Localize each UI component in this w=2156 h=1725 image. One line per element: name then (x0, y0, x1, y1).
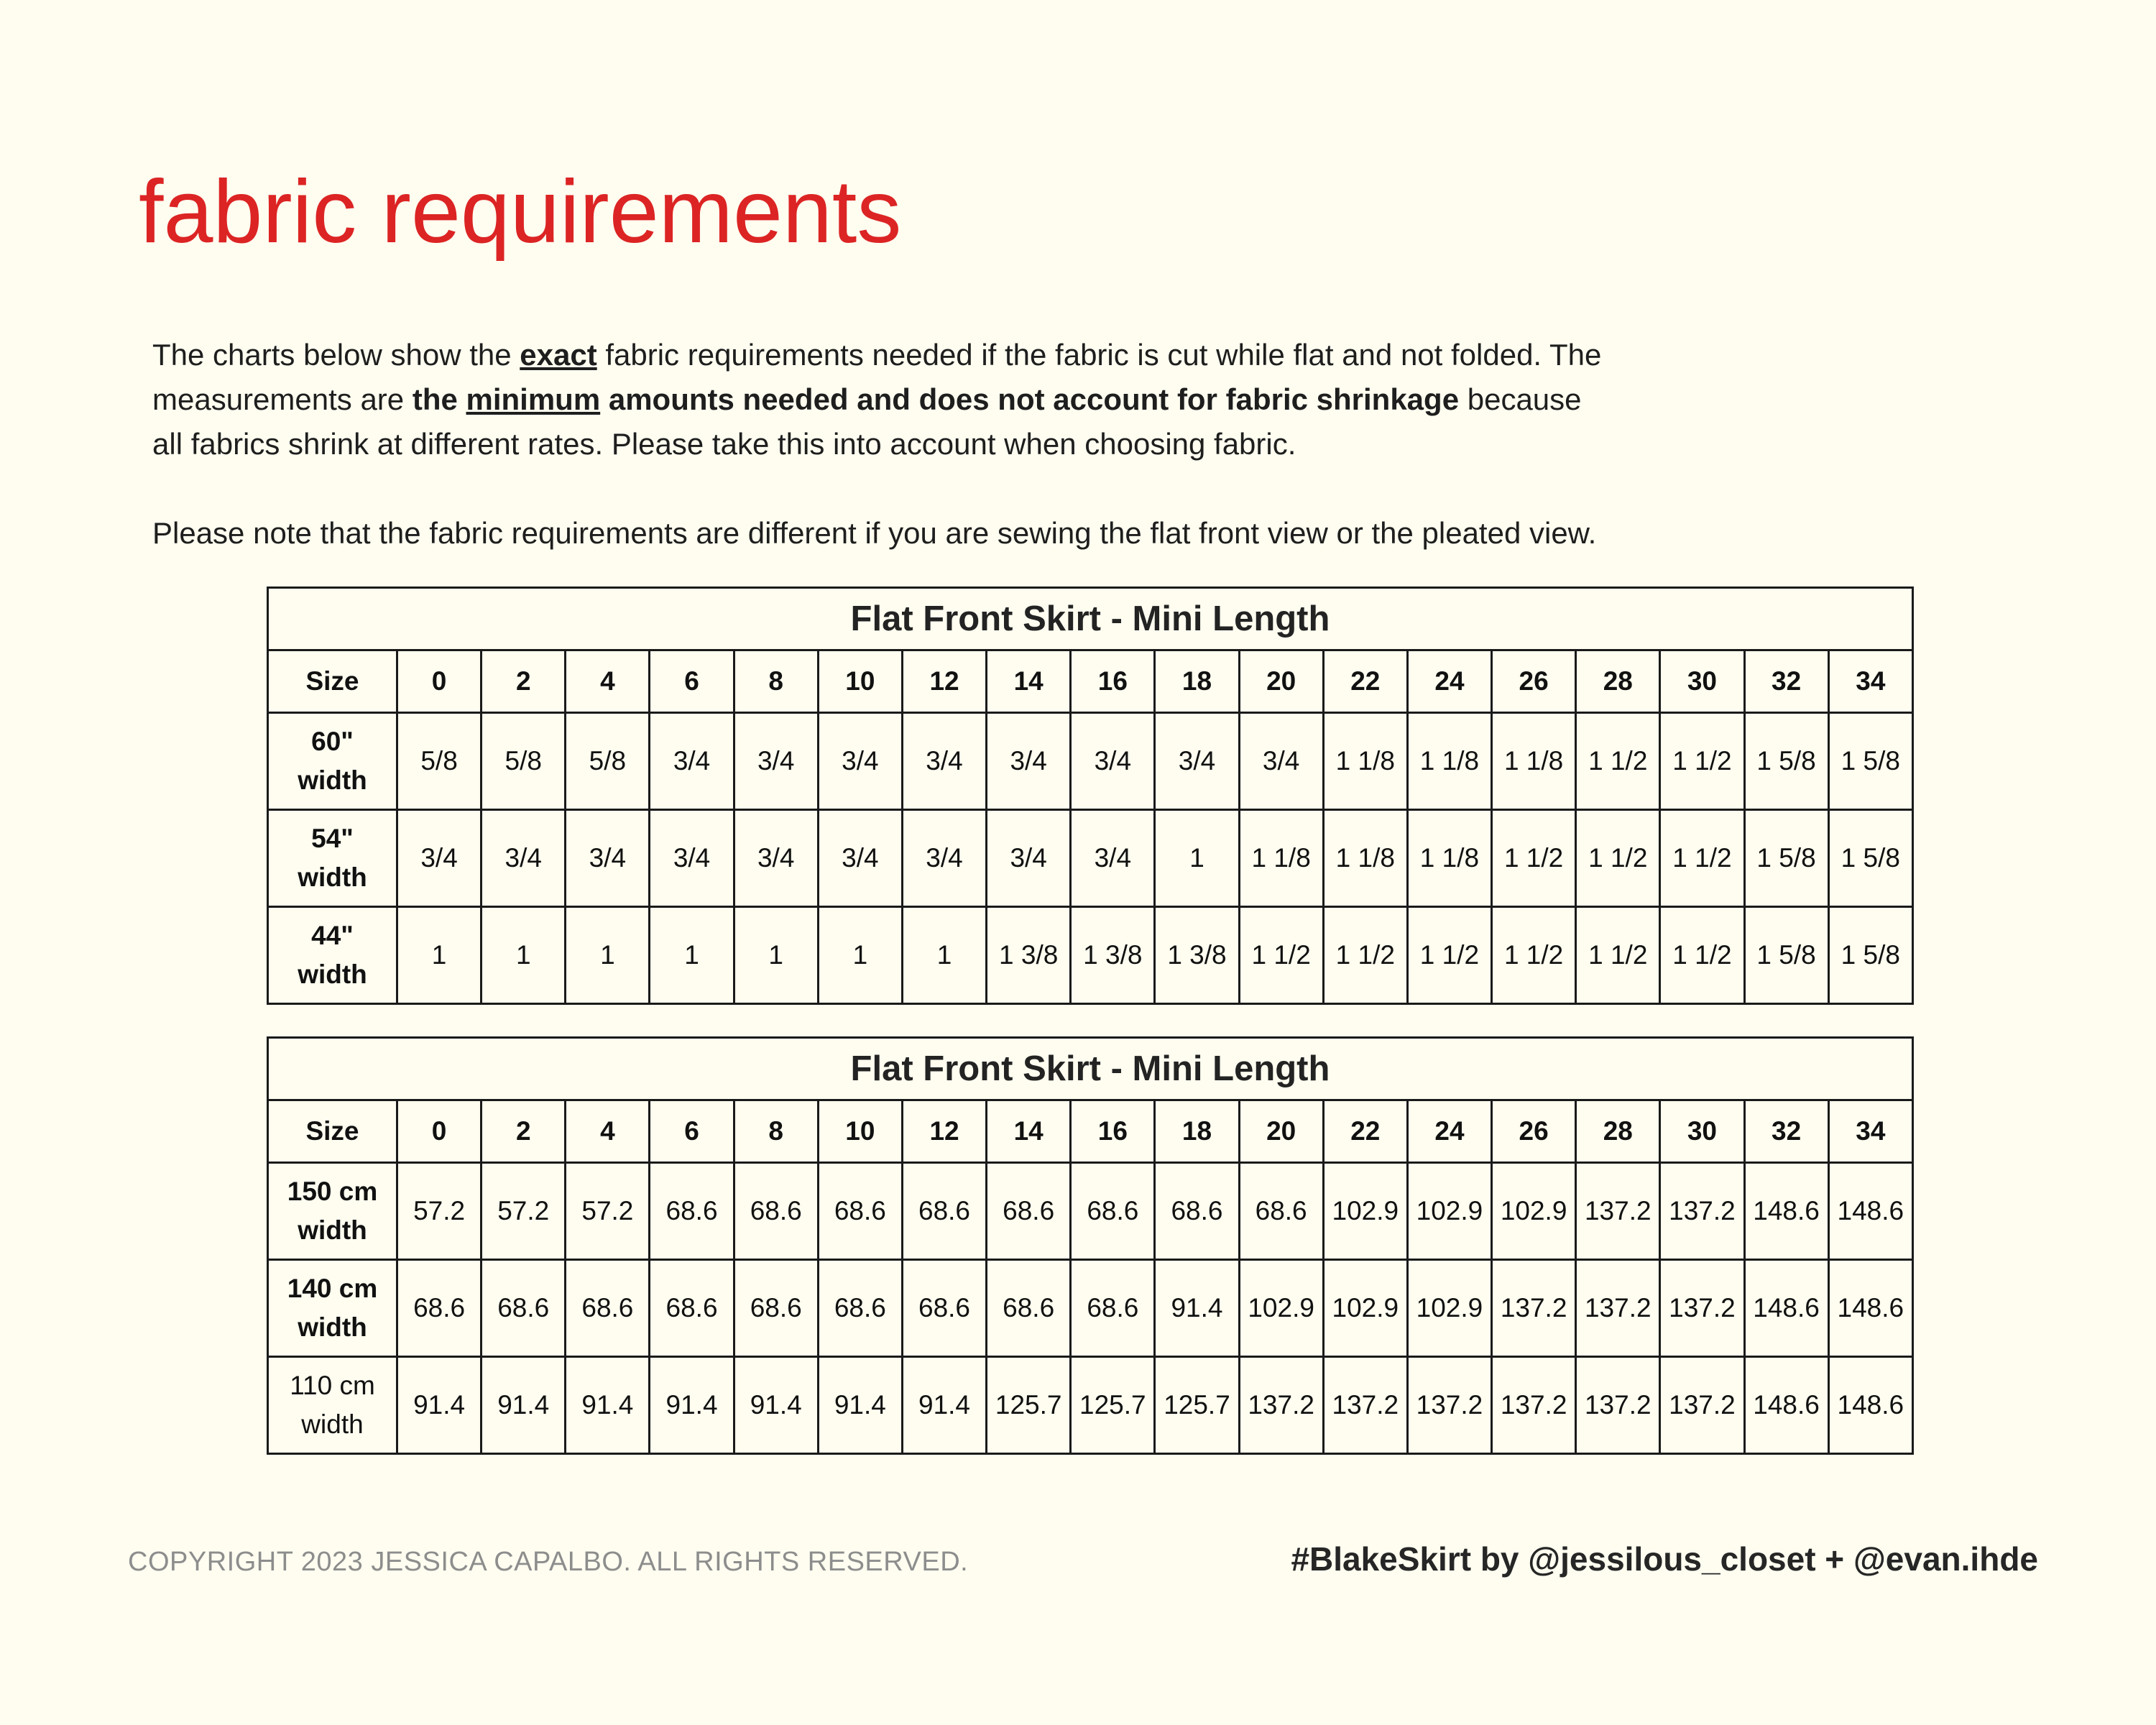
size-header-cell: 28 (1576, 1100, 1660, 1163)
yardage-cell: 1 1/8 (1492, 713, 1576, 810)
yardage-cell: 1 5/8 (1828, 907, 1912, 1004)
yardage-cell: 137.2 (1492, 1357, 1576, 1454)
fabric-table-inches (267, 586, 1914, 1005)
size-header-cell: 26 (1492, 650, 1576, 713)
size-header-cell: 8 (734, 1100, 818, 1163)
yardage-cell: 125.7 (1071, 1357, 1155, 1454)
size-header-cell: 4 (566, 1100, 650, 1163)
size-header-cell: 6 (650, 650, 734, 713)
table-caption: Flat Front Skirt - Mini Length (268, 588, 1913, 650)
yardage-cell: 91.4 (1155, 1260, 1239, 1357)
yardage-cell: 125.7 (1155, 1357, 1239, 1454)
yardage-cell: 1 (818, 907, 902, 1004)
yardage-cell: 57.2 (397, 1163, 482, 1260)
yardage-cell: 148.6 (1828, 1163, 1912, 1260)
yardage-cell: 1 (397, 907, 482, 1004)
yardage-cell: 148.6 (1744, 1163, 1828, 1260)
yardage-cell: 68.6 (566, 1260, 650, 1357)
yardage-cell: 1 1/8 (1239, 810, 1323, 907)
yardage-cell: 137.2 (1576, 1357, 1660, 1454)
yardage-cell: 3/4 (1071, 810, 1155, 907)
size-header-cell: 34 (1828, 650, 1912, 713)
yardage-cell: 1 1/8 (1407, 713, 1491, 810)
fabric-width-label: 44" width (268, 907, 397, 1004)
yardage-cell: 148.6 (1828, 1260, 1912, 1357)
fabric-width-label: 110 cm width (268, 1357, 397, 1454)
page-title: fabric requirements (139, 162, 902, 262)
size-header-cell: 0 (397, 650, 482, 713)
table-row (268, 713, 1913, 810)
size-header-cell: 30 (1660, 1100, 1744, 1163)
yardage-cell: 5/8 (482, 713, 566, 810)
yardage-cell: 1 (566, 907, 650, 1004)
yardage-cell: 1 1/2 (1323, 907, 1407, 1004)
yardage-cell: 68.6 (734, 1260, 818, 1357)
yardage-cell: 137.2 (1492, 1260, 1576, 1357)
intro-line-3: all fabrics shrink at different rates. Please take this into account when choosing fabric. (152, 427, 1296, 461)
size-header-row (268, 650, 1913, 713)
yardage-cell: 1 1/2 (1492, 810, 1576, 907)
table-row (268, 1357, 1913, 1454)
fabric-width-label: 60" width (268, 713, 397, 810)
yardage-cell: 1 (902, 907, 986, 1004)
size-header-cell: 30 (1660, 650, 1744, 713)
yardage-cell: 5/8 (397, 713, 482, 810)
size-header-cell: 10 (818, 650, 902, 713)
yardage-cell: 1 5/8 (1828, 810, 1912, 907)
size-header-cell: 24 (1407, 1100, 1491, 1163)
yardage-cell: 148.6 (1744, 1357, 1828, 1454)
yardage-cell: 1 1/2 (1576, 907, 1660, 1004)
yardage-cell: 1 1/2 (1407, 907, 1491, 1004)
size-header-cell: 16 (1071, 1100, 1155, 1163)
yardage-cell: 3/4 (1239, 713, 1323, 810)
yardage-cell: 1 3/8 (987, 907, 1071, 1004)
intro-text (152, 333, 1920, 556)
yardage-cell: 68.6 (987, 1163, 1071, 1260)
size-header-cell: 32 (1744, 1100, 1828, 1163)
table-row (268, 1260, 1913, 1357)
yardage-cell: 3/4 (482, 810, 566, 907)
yardage-cell: 1 5/8 (1744, 713, 1828, 810)
yardage-cell: 137.2 (1660, 1357, 1744, 1454)
yardage-cell: 102.9 (1323, 1260, 1407, 1357)
size-header-cell: 18 (1155, 1100, 1239, 1163)
yardage-cell: 68.6 (818, 1163, 902, 1260)
yardage-cell: 3/4 (1071, 713, 1155, 810)
yardage-cell: 1 1/2 (1660, 713, 1744, 810)
yardage-cell: 1 1/8 (1323, 713, 1407, 810)
yardage-cell: 68.6 (902, 1163, 986, 1260)
yardage-cell: 1 1/8 (1323, 810, 1407, 907)
yardage-cell: 3/4 (1155, 713, 1239, 810)
yardage-cell: 3/4 (734, 810, 818, 907)
size-header-cell: 22 (1323, 650, 1407, 713)
size-header-cell: 32 (1744, 650, 1828, 713)
yardage-cell: 137.2 (1660, 1260, 1744, 1357)
size-header-cell: 20 (1239, 1100, 1323, 1163)
yardage-cell: 1 1/2 (1660, 810, 1744, 907)
size-header-cell: 28 (1576, 650, 1660, 713)
intro-line-2: measurements are the minimum amounts needed and does not account for fabric shrinkage because (152, 382, 1582, 416)
yardage-cell: 1 (650, 907, 734, 1004)
yardage-cell: 1 5/8 (1744, 810, 1828, 907)
yardage-cell: 91.4 (482, 1357, 566, 1454)
yardage-cell: 68.6 (650, 1163, 734, 1260)
yardage-cell: 68.6 (902, 1260, 986, 1357)
yardage-cell: 91.4 (397, 1357, 482, 1454)
yardage-cell: 3/4 (987, 810, 1071, 907)
intro-line-1: The charts below show the exact fabric requirements needed if the fabric is cut while flat and not folded. The (152, 338, 1602, 372)
size-header-cell: 16 (1071, 650, 1155, 713)
size-header-cell: 14 (987, 1100, 1071, 1163)
fabric-table-cm (267, 1036, 1914, 1455)
yardage-cell: 102.9 (1407, 1163, 1491, 1260)
yardage-cell: 68.6 (397, 1260, 482, 1357)
table-row (268, 1163, 1913, 1260)
size-header-cell: 10 (818, 1100, 902, 1163)
yardage-cell: 1 3/8 (1155, 907, 1239, 1004)
minimum-emphasis: the minimum amounts needed and does not account for fabric shrinkage (412, 382, 1460, 416)
size-header-cell: 6 (650, 1100, 734, 1163)
yardage-cell: 91.4 (734, 1357, 818, 1454)
table-row (268, 810, 1913, 907)
size-header-cell: 2 (482, 650, 566, 713)
size-header-cell: 24 (1407, 650, 1491, 713)
size-header-cell: 8 (734, 650, 818, 713)
yardage-cell: 3/4 (818, 810, 902, 907)
size-header-cell: 0 (397, 1100, 482, 1163)
fabric-width-label: 150 cm width (268, 1163, 397, 1260)
yardage-cell: 3/4 (902, 810, 986, 907)
yardage-cell: 3/4 (902, 713, 986, 810)
fabric-width-label: 140 cm width (268, 1260, 397, 1357)
yardage-cell: 68.6 (1071, 1163, 1155, 1260)
yardage-cell: 3/4 (987, 713, 1071, 810)
yardage-cell: 1 1/2 (1492, 907, 1576, 1004)
yardage-cell: 3/4 (818, 713, 902, 810)
size-header-row (268, 1100, 1913, 1163)
yardage-cell: 68.6 (1239, 1163, 1323, 1260)
size-header-cell: 26 (1492, 1100, 1576, 1163)
exact-emphasis: exact (520, 338, 597, 372)
size-header-cell: 12 (902, 1100, 986, 1163)
size-header-label: Size (268, 1100, 397, 1163)
yardage-cell: 3/4 (650, 810, 734, 907)
yardage-cell: 1 5/8 (1828, 713, 1912, 810)
size-header-cell: 22 (1323, 1100, 1407, 1163)
credit-hashtag: #BlakeSkirt by @jessilous_closet + @evan.ihde (1291, 1540, 2038, 1578)
yardage-cell: 57.2 (566, 1163, 650, 1260)
yardage-cell: 68.6 (987, 1260, 1071, 1357)
yardage-cell: 1 (482, 907, 566, 1004)
size-header-cell: 20 (1239, 650, 1323, 713)
yardage-cell: 91.4 (566, 1357, 650, 1454)
table-caption: Flat Front Skirt - Mini Length (268, 1038, 1913, 1100)
yardage-cell: 1 (734, 907, 818, 1004)
yardage-cell: 1 1/2 (1576, 713, 1660, 810)
yardage-cell: 1 1/2 (1576, 810, 1660, 907)
yardage-cell: 91.4 (818, 1357, 902, 1454)
yardage-cell: 3/4 (734, 713, 818, 810)
table-row (268, 907, 1913, 1004)
size-header-cell: 14 (987, 650, 1071, 713)
size-header-cell: 18 (1155, 650, 1239, 713)
yardage-cell: 91.4 (650, 1357, 734, 1454)
yardage-cell: 3/4 (650, 713, 734, 810)
yardage-cell: 3/4 (397, 810, 482, 907)
yardage-cell: 137.2 (1407, 1357, 1491, 1454)
yardage-cell: 102.9 (1492, 1163, 1576, 1260)
yardage-cell: 1 1/2 (1660, 907, 1744, 1004)
yardage-cell: 137.2 (1239, 1357, 1323, 1454)
yardage-cell: 137.2 (1576, 1163, 1660, 1260)
yardage-cell: 68.6 (482, 1260, 566, 1357)
yardage-cell: 68.6 (650, 1260, 734, 1357)
size-header-cell: 2 (482, 1100, 566, 1163)
yardage-cell: 148.6 (1828, 1357, 1912, 1454)
size-header-cell: 12 (902, 650, 986, 713)
yardage-cell: 137.2 (1323, 1357, 1407, 1454)
yardage-cell: 5/8 (566, 713, 650, 810)
yardage-cell: 68.6 (818, 1260, 902, 1357)
size-header-cell: 4 (566, 650, 650, 713)
yardage-cell: 102.9 (1239, 1260, 1323, 1357)
intro-note: Please note that the fabric requirements are different if you are sewing the flat front view or the pleated view. (152, 516, 1597, 550)
yardage-cell: 91.4 (902, 1357, 986, 1454)
yardage-cell: 68.6 (734, 1163, 818, 1260)
size-header-label: Size (268, 650, 397, 713)
yardage-cell: 1 (1155, 810, 1239, 907)
yardage-cell: 102.9 (1323, 1163, 1407, 1260)
yardage-cell: 57.2 (482, 1163, 566, 1260)
fabric-width-label: 54" width (268, 810, 397, 907)
yardage-cell: 1 1/8 (1407, 810, 1491, 907)
yardage-cell: 3/4 (566, 810, 650, 907)
yardage-cell: 148.6 (1744, 1260, 1828, 1357)
size-header-cell: 34 (1828, 1100, 1912, 1163)
yardage-cell: 1 5/8 (1744, 907, 1828, 1004)
yardage-cell: 68.6 (1155, 1163, 1239, 1260)
copyright-notice: COPYRIGHT 2023 JESSICA CAPALBO. ALL RIGHTS RESERVED. (128, 1547, 969, 1577)
yardage-cell: 68.6 (1071, 1260, 1155, 1357)
yardage-cell: 125.7 (987, 1357, 1071, 1454)
yardage-cell: 1 1/2 (1239, 907, 1323, 1004)
yardage-cell: 137.2 (1660, 1163, 1744, 1260)
yardage-cell: 1 3/8 (1071, 907, 1155, 1004)
yardage-cell: 102.9 (1407, 1260, 1491, 1357)
yardage-cell: 137.2 (1576, 1260, 1660, 1357)
